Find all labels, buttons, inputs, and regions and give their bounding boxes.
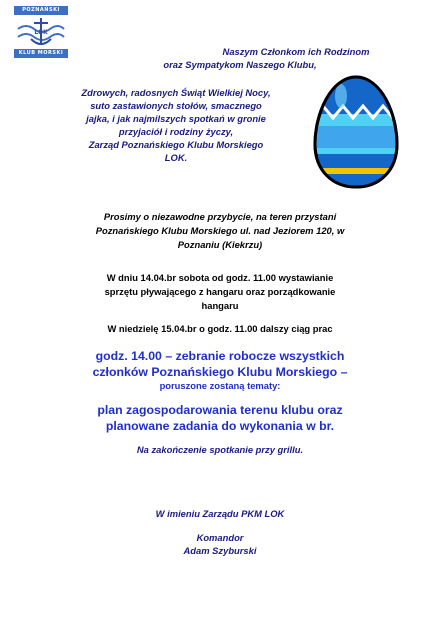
topic-line: plan zagospodarowania terenu klubu oraz: [97, 403, 343, 417]
wish-line: Zdrowych, radosnych Świąt Wielkiej Nocy,: [81, 87, 271, 98]
logo-top-text: POZNAŃSKI: [14, 6, 68, 15]
logo-emblem-text: LOK: [34, 29, 48, 36]
topic-line: planowane zadania do wykonania w br.: [105, 419, 335, 433]
wish-line: suto zastawionych stołów, smacznego: [90, 100, 262, 111]
topics-block: [40, 402, 400, 434]
invitation-line: Prosimy o niezawodne przybycie, na teren przystani: [103, 211, 337, 222]
wishes-block: [46, 86, 306, 164]
logo-bottom-text: KLUB MORSKI: [14, 49, 68, 58]
invitation-line: Poznańskiego Klubu Morskiego ul. nad Jeziorem 120, w: [95, 225, 345, 236]
schedule-line: W dniu 14.04.br sobota od godz. 11.00 wystawianie: [106, 272, 334, 283]
schedule-line: hangaru: [201, 300, 239, 311]
schedule-line: sprzętu pływającego z hangaru oraz porządkowanie: [104, 286, 336, 297]
signature-title: Komandor: [196, 532, 244, 543]
wish-line: jajka, i jak najmilszych spotkań w gronie: [86, 113, 266, 124]
meeting-line: godz. 14.00 – zebranie robocze wszystkich: [95, 349, 345, 363]
greeting-line-1: Naszym Członkom ich Rodzinom: [222, 46, 370, 57]
greeting-line-2: oraz Sympatykom Naszego Klubu,: [163, 59, 317, 70]
anchor-icon: [14, 15, 68, 49]
meeting-line: członków Poznańskiego Klubu Morskiego –: [92, 365, 348, 379]
easter-egg-icon: [311, 74, 401, 190]
meeting-block: [40, 348, 400, 380]
signature-on-behalf: W imieniu Zarządu PKM LOK: [155, 508, 285, 519]
wish-line: LOK.: [164, 152, 188, 163]
saturday-schedule: [40, 271, 400, 313]
sunday-schedule: W niedzielę 15.04.br o godz. 11.00 dalszy ciąg prac: [107, 323, 333, 334]
ending-note: Na zakończenie spotkanie przy grillu.: [136, 444, 304, 455]
topics-intro: poruszone zostaną tematy:: [159, 380, 281, 391]
wish-line: Zarząd Poznańskiego Klubu Morskiego: [88, 139, 264, 150]
signature-name: Adam Szyburski: [183, 545, 257, 556]
club-logo: [14, 6, 68, 58]
invitation-line: Poznaniu (Kiekrzu): [177, 239, 263, 250]
invitation-block: [40, 210, 400, 252]
wish-line: przyjaciół i rodziny życzy,: [118, 126, 234, 137]
